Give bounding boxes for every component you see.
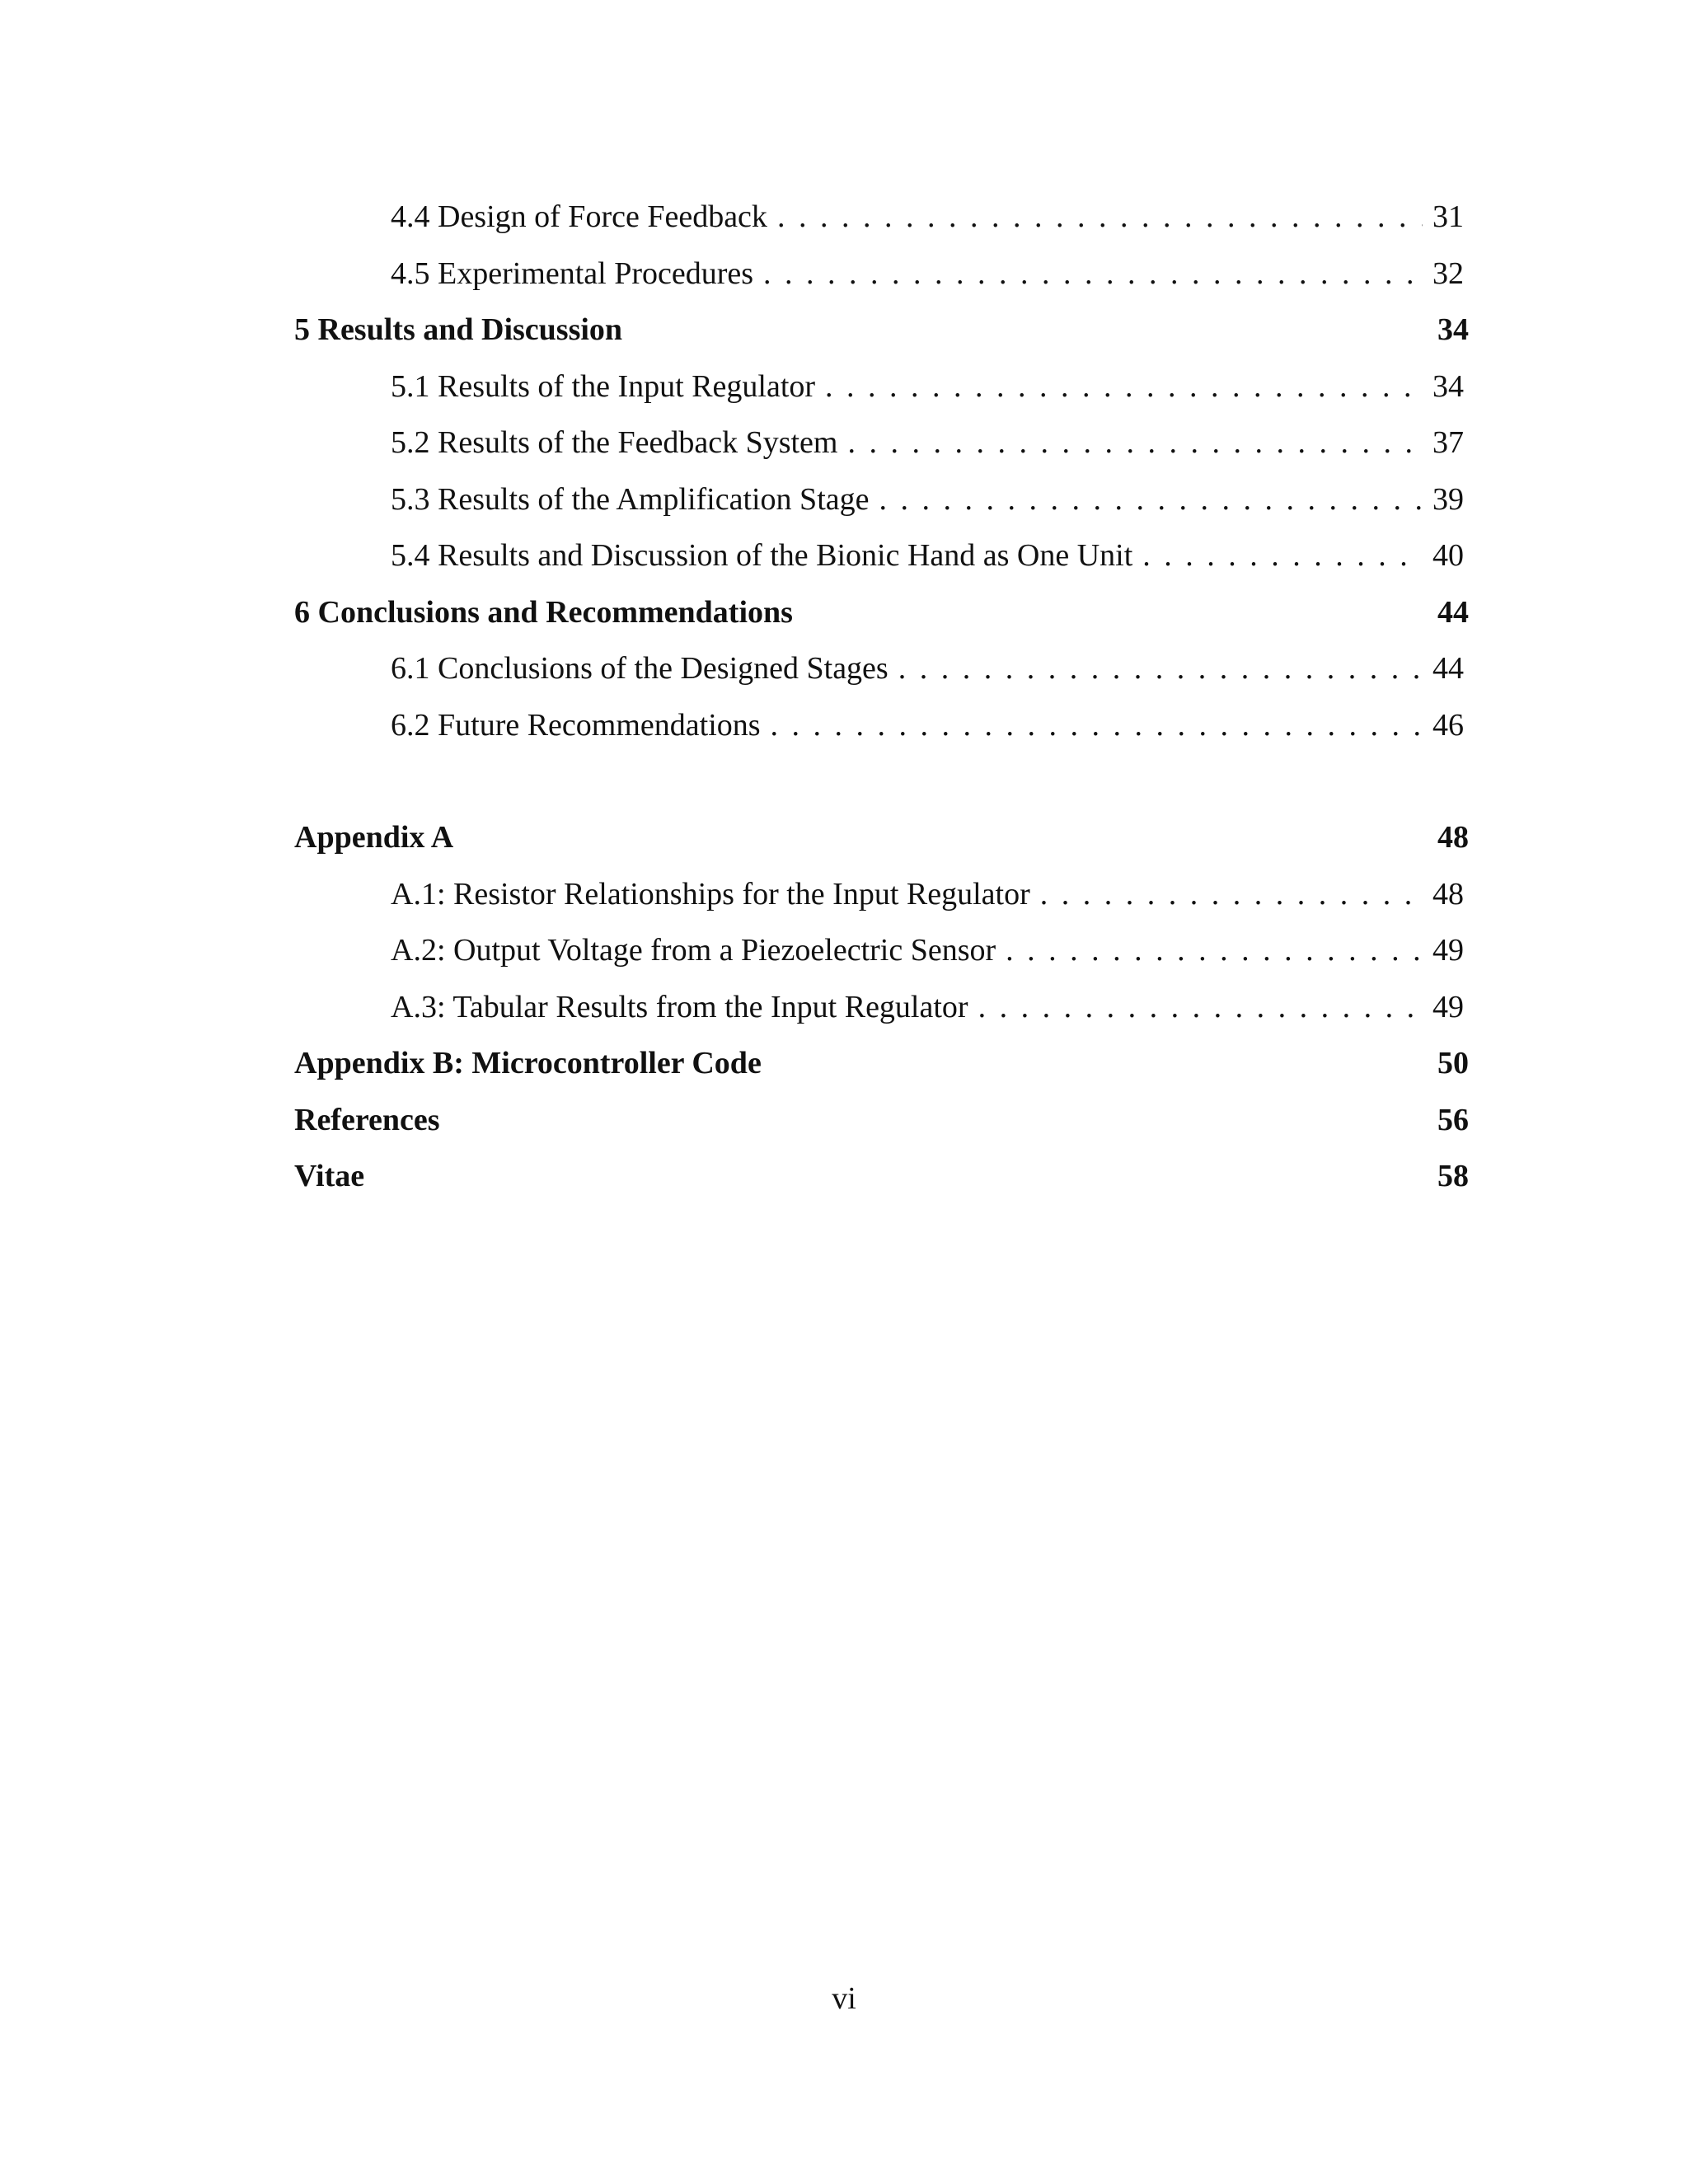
toc-entry-page: 37 <box>1432 425 1464 460</box>
toc-chapter-6[interactable] <box>294 584 1469 641</box>
dot-leader <box>1040 866 1423 923</box>
toc-chapter-label: Appendix B: Microcontroller Code <box>294 1046 762 1080</box>
toc-entry-a-1[interactable] <box>294 866 1469 923</box>
toc-entry-page: 40 <box>1432 538 1464 573</box>
toc-chapter-page: 56 <box>1437 1102 1469 1137</box>
dot-leader <box>898 640 1423 697</box>
toc-entry-5-2[interactable] <box>294 415 1469 471</box>
toc-entry-page: 31 <box>1432 199 1464 234</box>
toc-chapter-label: Appendix A <box>294 820 454 855</box>
dot-leader <box>978 979 1423 1036</box>
toc-entry-page: 34 <box>1432 368 1464 404</box>
page-number: vi <box>832 1981 856 2016</box>
toc-entry-a-3[interactable] <box>294 979 1469 1036</box>
dot-leader <box>777 189 1423 246</box>
toc-entry-page: 46 <box>1432 707 1464 743</box>
toc-chapter-page: 48 <box>1437 820 1469 855</box>
toc-vitae[interactable] <box>294 1148 1469 1205</box>
dot-leader <box>771 697 1423 754</box>
toc-entry-label: 6.1 Conclusions of the Designed Stages <box>391 651 889 686</box>
toc-references[interactable] <box>294 1092 1469 1149</box>
toc-entry-5-1[interactable] <box>294 359 1469 415</box>
toc-entry-page: 44 <box>1432 651 1464 686</box>
toc-entry-page: 39 <box>1432 481 1464 517</box>
toc-chapter-label: Vitae <box>294 1159 365 1193</box>
dot-leader <box>763 246 1423 302</box>
toc-entry-label: 5.1 Results of the Input Regulator <box>391 368 816 404</box>
dot-leader <box>1006 922 1423 979</box>
toc-chapter-page: 44 <box>1437 594 1469 630</box>
toc-entry-4-4[interactable] <box>294 189 1469 246</box>
toc-entry-label: A.3: Tabular Results from the Input Regulator <box>391 989 968 1024</box>
toc-entry-5-3[interactable] <box>294 471 1469 528</box>
toc-entry-4-5[interactable] <box>294 246 1469 302</box>
dot-leader <box>879 471 1423 528</box>
toc-appendix-b[interactable] <box>294 1035 1469 1092</box>
toc-chapter-page: 50 <box>1437 1046 1469 1080</box>
dot-leader <box>847 415 1423 471</box>
toc-entry-5-4[interactable] <box>294 527 1469 584</box>
toc-chapter-5[interactable] <box>294 302 1469 359</box>
toc-entry-label: 5.2 Results of the Feedback System <box>391 425 838 460</box>
toc-entry-page: 49 <box>1432 933 1464 968</box>
toc-entry-label: A.1: Resistor Relationships for the Input Regulator <box>391 876 1030 912</box>
table-of-contents <box>294 189 1469 1205</box>
toc-entry-label: 5.3 Results of the Amplification Stage <box>391 481 870 517</box>
toc-entry-page: 48 <box>1432 876 1464 912</box>
toc-chapter-label: References <box>294 1102 440 1137</box>
toc-entry-label: 4.5 Experimental Procedures <box>391 255 754 291</box>
toc-chapter-page: 34 <box>1437 312 1469 347</box>
toc-chapter-label: 6 Conclusions and Recommendations <box>294 594 793 630</box>
toc-entry-6-1[interactable] <box>294 640 1469 697</box>
toc-entry-label: A.2: Output Voltage from a Piezoelectric Sensor <box>391 933 996 968</box>
dot-leader <box>825 359 1423 415</box>
dot-leader <box>1142 527 1423 584</box>
toc-entry-label: 5.4 Results and Discussion of the Bionic Hand as One Unit <box>391 538 1133 573</box>
toc-chapter-page: 58 <box>1437 1159 1469 1193</box>
toc-entry-page: 49 <box>1432 989 1464 1024</box>
toc-entry-label: 6.2 Future Recommendations <box>391 707 761 743</box>
toc-entry-6-2[interactable] <box>294 697 1469 754</box>
toc-appendix-a[interactable] <box>294 809 1469 866</box>
toc-chapter-label: 5 Results and Discussion <box>294 312 623 347</box>
toc-entry-label: 4.4 Design of Force Feedback <box>391 199 767 234</box>
toc-entry-page: 32 <box>1432 255 1464 291</box>
toc-entry-a-2[interactable] <box>294 922 1469 979</box>
